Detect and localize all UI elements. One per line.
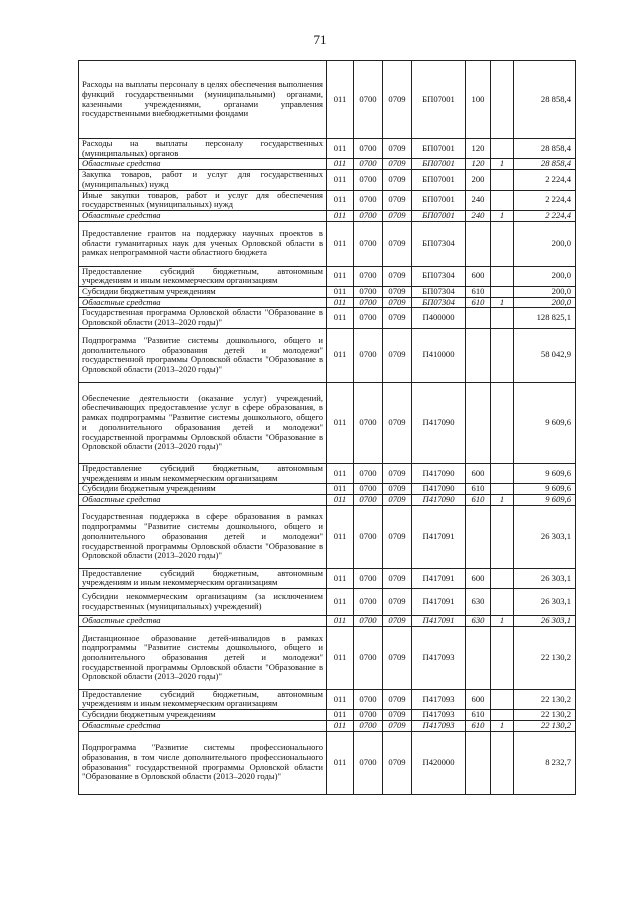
table-row — [79, 463, 576, 483]
funding-source — [491, 484, 514, 495]
admin-code: 011 — [327, 308, 354, 328]
expense-type: 610 — [466, 720, 491, 731]
table-row — [79, 689, 576, 709]
subsection-code: 0709 — [383, 494, 412, 505]
expense-type: 600 — [466, 689, 491, 709]
subsection-code: 0709 — [383, 139, 412, 159]
subsection-code: 0709 — [383, 710, 412, 721]
expense-type — [466, 382, 491, 463]
subsection-code: 0709 — [383, 266, 412, 286]
admin-code: 011 — [327, 297, 354, 308]
expense-type: 610 — [466, 710, 491, 721]
target-article: П417090 — [412, 484, 466, 495]
table-row — [79, 266, 576, 286]
funding-source: 1 — [491, 297, 514, 308]
subsection-code: 0709 — [383, 328, 412, 382]
target-article: П417093 — [412, 710, 466, 721]
table-row — [79, 287, 576, 298]
target-article: БП07001 — [412, 61, 466, 139]
section-code: 0700 — [354, 210, 383, 221]
admin-code: 011 — [327, 266, 354, 286]
amount: 28 858,4 — [514, 61, 576, 139]
table-row — [79, 626, 576, 689]
table-row — [79, 616, 576, 627]
funding-source — [491, 626, 514, 689]
section-code: 0700 — [354, 616, 383, 627]
expense-type: 600 — [466, 463, 491, 483]
amount: 22 130,2 — [514, 626, 576, 689]
target-article: П417091 — [412, 616, 466, 627]
expense-type — [466, 731, 491, 794]
row-name: Областные средства — [79, 297, 327, 308]
amount: 22 130,2 — [514, 710, 576, 721]
row-name: Областные средства — [79, 616, 327, 627]
funding-source — [491, 382, 514, 463]
amount: 2 224,4 — [514, 210, 576, 221]
funding-source — [491, 61, 514, 139]
row-name: Субсидии некоммерческим организациям (за исключением государственных (муниципальных) учреждений) — [79, 589, 327, 616]
section-code: 0700 — [354, 720, 383, 731]
funding-source — [491, 731, 514, 794]
target-article: П417090 — [412, 382, 466, 463]
expense-type: 240 — [466, 190, 491, 210]
expense-type — [466, 328, 491, 382]
amount: 22 130,2 — [514, 720, 576, 731]
section-code: 0700 — [354, 139, 383, 159]
target-article: П417093 — [412, 720, 466, 731]
row-name: Предоставление субсидий бюджетным, автономным учреждениям и иным некоммерческим организациям — [79, 568, 327, 588]
table-row — [79, 494, 576, 505]
subsection-code: 0709 — [383, 505, 412, 568]
expense-type: 200 — [466, 170, 491, 190]
funding-source — [491, 568, 514, 588]
expense-type: 610 — [466, 484, 491, 495]
section-code: 0700 — [354, 494, 383, 505]
section-code: 0700 — [354, 568, 383, 588]
table-row — [79, 61, 576, 139]
amount: 22 130,2 — [514, 689, 576, 709]
admin-code: 011 — [327, 710, 354, 721]
subsection-code: 0709 — [383, 190, 412, 210]
row-name: Обеспечение деятельности (оказание услуг) учреждений, обеспечивающих предоставление услуг в сфере образования, в рамках подпрограммы "Развитие системы дошкольного, общего и дополнительного образования детей и молодежи" государственной программы Орловской области "Образование в Орловской области (2013–2020 годы)" — [79, 382, 327, 463]
table-row — [79, 382, 576, 463]
table-row — [79, 505, 576, 568]
amount: 28 858,4 — [514, 139, 576, 159]
subsection-code: 0709 — [383, 689, 412, 709]
admin-code: 011 — [327, 159, 354, 170]
funding-source — [491, 308, 514, 328]
section-code: 0700 — [354, 159, 383, 170]
admin-code: 011 — [327, 210, 354, 221]
row-name: Подпрограмма "Развитие системы профессионального образования, в том числе дополнительного профессионального образования" государственной программы Орловской области "Образование в Орловской области (2013–2020 годы)" — [79, 731, 327, 794]
admin-code: 011 — [327, 382, 354, 463]
expense-type: 100 — [466, 61, 491, 139]
admin-code: 011 — [327, 221, 354, 266]
section-code: 0700 — [354, 221, 383, 266]
subsection-code: 0709 — [383, 308, 412, 328]
table-row — [79, 710, 576, 721]
subsection-code: 0709 — [383, 720, 412, 731]
row-name: Субсидии бюджетным учреждениям — [79, 484, 327, 495]
section-code: 0700 — [354, 382, 383, 463]
admin-code: 011 — [327, 589, 354, 616]
subsection-code: 0709 — [383, 221, 412, 266]
row-name: Дистанционное образование детей-инвалидов в рамках подпрограммы "Развитие системы дошкольного, общего и дополнительного образования детей и молодежи" государственной программы Орловской области "Образование в Орловской области (2013–2020 годы)" — [79, 626, 327, 689]
section-code: 0700 — [354, 731, 383, 794]
subsection-code: 0709 — [383, 463, 412, 483]
target-article: П417090 — [412, 494, 466, 505]
section-code: 0700 — [354, 463, 383, 483]
funding-source — [491, 139, 514, 159]
target-article: П400000 — [412, 308, 466, 328]
funding-source — [491, 589, 514, 616]
amount: 26 303,1 — [514, 568, 576, 588]
expense-type: 600 — [466, 568, 491, 588]
target-article: П417091 — [412, 589, 466, 616]
target-article: БП07304 — [412, 221, 466, 266]
row-name: Областные средства — [79, 159, 327, 170]
target-article: БП07001 — [412, 170, 466, 190]
section-code: 0700 — [354, 170, 383, 190]
section-code: 0700 — [354, 689, 383, 709]
row-name: Субсидии бюджетным учреждениям — [79, 710, 327, 721]
expense-type: 240 — [466, 210, 491, 221]
expense-type: 610 — [466, 297, 491, 308]
target-article: БП07001 — [412, 210, 466, 221]
funding-source: 1 — [491, 616, 514, 627]
amount: 28 858,4 — [514, 159, 576, 170]
row-name: Областные средства — [79, 210, 327, 221]
table-row — [79, 731, 576, 794]
subsection-code: 0709 — [383, 484, 412, 495]
row-name: Иные закупки товаров, работ и услуг для обеспечения государственных (муниципальных) нужд — [79, 190, 327, 210]
funding-source — [491, 505, 514, 568]
admin-code: 011 — [327, 484, 354, 495]
table-row — [79, 297, 576, 308]
admin-code: 011 — [327, 61, 354, 139]
funding-source: 1 — [491, 494, 514, 505]
table-row — [79, 221, 576, 266]
admin-code: 011 — [327, 494, 354, 505]
funding-source — [491, 689, 514, 709]
funding-source: 1 — [491, 159, 514, 170]
table-row — [79, 589, 576, 616]
row-name: Предоставление субсидий бюджетным, автономным учреждениям и иным некоммерческим организациям — [79, 266, 327, 286]
page-number: 71 — [313, 32, 327, 47]
amount: 26 303,1 — [514, 589, 576, 616]
amount: 2 224,4 — [514, 190, 576, 210]
table-row — [79, 190, 576, 210]
subsection-code: 0709 — [383, 159, 412, 170]
subsection-code: 0709 — [383, 616, 412, 627]
expense-type: 630 — [466, 589, 491, 616]
expense-type — [466, 221, 491, 266]
target-article: П417091 — [412, 568, 466, 588]
funding-source: 1 — [491, 210, 514, 221]
table-row — [79, 328, 576, 382]
amount: 9 609,6 — [514, 484, 576, 495]
table-row — [79, 568, 576, 588]
admin-code: 011 — [327, 689, 354, 709]
row-name: Областные средства — [79, 494, 327, 505]
expense-type: 630 — [466, 616, 491, 627]
admin-code: 011 — [327, 328, 354, 382]
funding-source — [491, 287, 514, 298]
admin-code: 011 — [327, 505, 354, 568]
admin-code: 011 — [327, 170, 354, 190]
expense-type: 120 — [466, 159, 491, 170]
admin-code: 011 — [327, 139, 354, 159]
subsection-code: 0709 — [383, 589, 412, 616]
row-name: Предоставление грантов на поддержку научных проектов в области гуманитарных наук для ученых Орловской области в рамках непрограммной части областного бюджета — [79, 221, 327, 266]
section-code: 0700 — [354, 710, 383, 721]
subsection-code: 0709 — [383, 170, 412, 190]
admin-code: 011 — [327, 626, 354, 689]
section-code: 0700 — [354, 297, 383, 308]
subsection-code: 0709 — [383, 210, 412, 221]
funding-source — [491, 266, 514, 286]
row-name: Областные средства — [79, 720, 327, 731]
funding-source — [491, 221, 514, 266]
table-row — [79, 210, 576, 221]
amount: 26 303,1 — [514, 505, 576, 568]
admin-code: 011 — [327, 287, 354, 298]
row-name: Закупка товаров, работ и услуг для государственных (муниципальных) нужд — [79, 170, 327, 190]
section-code: 0700 — [354, 61, 383, 139]
funding-source: 1 — [491, 720, 514, 731]
expense-type: 600 — [466, 266, 491, 286]
table-row — [79, 159, 576, 170]
amount: 9 609,6 — [514, 494, 576, 505]
table-row — [79, 484, 576, 495]
amount: 8 232,7 — [514, 731, 576, 794]
target-article: БП07304 — [412, 287, 466, 298]
section-code: 0700 — [354, 287, 383, 298]
budget-table — [78, 60, 576, 795]
amount: 2 224,4 — [514, 170, 576, 190]
target-article: БП07001 — [412, 139, 466, 159]
row-name: Расходы на выплаты персоналу государственных (муниципальных) органов — [79, 139, 327, 159]
funding-source — [491, 170, 514, 190]
row-name: Подпрограмма "Развитие системы дошкольного, общего и дополнительного образования детей и молодежи" государственной программы Орловской области "Образование в Орловской области (2013–2020 годы)" — [79, 328, 327, 382]
subsection-code: 0709 — [383, 568, 412, 588]
target-article: БП07304 — [412, 297, 466, 308]
funding-source — [491, 710, 514, 721]
target-article: П410000 — [412, 328, 466, 382]
expense-type — [466, 505, 491, 568]
subsection-code: 0709 — [383, 731, 412, 794]
amount: 200,0 — [514, 221, 576, 266]
row-name: Предоставление субсидий бюджетным, автономным учреждениям и иным некоммерческим организациям — [79, 463, 327, 483]
table-row — [79, 308, 576, 328]
section-code: 0700 — [354, 484, 383, 495]
table-row — [79, 139, 576, 159]
section-code: 0700 — [354, 190, 383, 210]
section-code: 0700 — [354, 328, 383, 382]
row-name: Государственная поддержка в сфере образования в рамках подпрограммы "Развитие системы дошкольного, общего и дополнительного образования детей и молодежи" государственной программы Орловской области "Образование в Орловской области (2013–2020 годы)" — [79, 505, 327, 568]
expense-type: 610 — [466, 494, 491, 505]
target-article: БП07001 — [412, 159, 466, 170]
expense-type: 610 — [466, 287, 491, 298]
target-article: БП07001 — [412, 190, 466, 210]
expense-type: 120 — [466, 139, 491, 159]
row-name: Предоставление субсидий бюджетным, автономным учреждениям и иным некоммерческим организациям — [79, 689, 327, 709]
target-article: П417093 — [412, 626, 466, 689]
amount: 9 609,6 — [514, 463, 576, 483]
target-article: П420000 — [412, 731, 466, 794]
admin-code: 011 — [327, 616, 354, 627]
row-name: Расходы на выплаты персоналу в целях обеспечения выполнения функций государственными (муниципальными) органами, казенными учреждениями, органами управления государственными внебюджетными фондами — [79, 61, 327, 139]
expense-type — [466, 626, 491, 689]
amount: 9 609,6 — [514, 382, 576, 463]
subsection-code: 0709 — [383, 626, 412, 689]
section-code: 0700 — [354, 626, 383, 689]
subsection-code: 0709 — [383, 297, 412, 308]
table-row — [79, 170, 576, 190]
target-article: БП07304 — [412, 266, 466, 286]
admin-code: 011 — [327, 568, 354, 588]
amount: 200,0 — [514, 266, 576, 286]
amount: 200,0 — [514, 297, 576, 308]
table-row — [79, 720, 576, 731]
section-code: 0700 — [354, 308, 383, 328]
admin-code: 011 — [327, 190, 354, 210]
amount: 58 042,9 — [514, 328, 576, 382]
row-name: Субсидии бюджетным учреждениям — [79, 287, 327, 298]
budget-table-body — [79, 61, 576, 795]
expense-type — [466, 308, 491, 328]
row-name: Государственная программа Орловской области "Образование в Орловской области (2013–2020 годы)" — [79, 308, 327, 328]
section-code: 0700 — [354, 589, 383, 616]
amount: 200,0 — [514, 287, 576, 298]
amount: 26 303,1 — [514, 616, 576, 627]
subsection-code: 0709 — [383, 287, 412, 298]
admin-code: 011 — [327, 720, 354, 731]
section-code: 0700 — [354, 266, 383, 286]
target-article: П417093 — [412, 689, 466, 709]
funding-source — [491, 328, 514, 382]
funding-source — [491, 463, 514, 483]
target-article: П417091 — [412, 505, 466, 568]
admin-code: 011 — [327, 463, 354, 483]
subsection-code: 0709 — [383, 382, 412, 463]
admin-code: 011 — [327, 731, 354, 794]
subsection-code: 0709 — [383, 61, 412, 139]
amount: 128 825,1 — [514, 308, 576, 328]
target-article: П417090 — [412, 463, 466, 483]
funding-source — [491, 190, 514, 210]
section-code: 0700 — [354, 505, 383, 568]
